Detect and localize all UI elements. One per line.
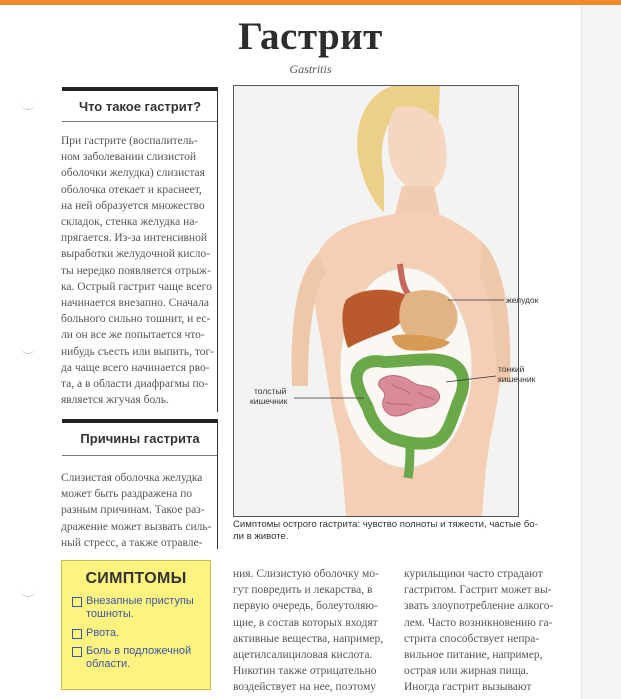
symptom-item xyxy=(72,627,119,640)
page-title: Гастрит xyxy=(238,15,383,58)
text-line: выработки желудочной кисло- xyxy=(61,248,210,261)
section-heading-causes xyxy=(62,419,218,456)
binder-hole-mark xyxy=(20,101,36,110)
text-line: гастритом. Гастрит может вы- xyxy=(404,584,552,597)
top-accent-bar xyxy=(0,0,621,5)
text-line: ацетилсалициловая кислота. xyxy=(233,649,373,662)
column2-body xyxy=(233,566,383,696)
text-line: на ней образуется множество xyxy=(61,199,205,212)
text-line: прягается. Из-за интенсивной xyxy=(61,232,207,245)
symptom-text: Рвота. xyxy=(86,627,120,639)
column-rule xyxy=(217,419,218,549)
text-line: лем. Часто возникновению га- xyxy=(404,616,553,629)
caption-line: Симптомы острого гастрита: чувство полноты и тяжести, частые бо- xyxy=(233,519,538,530)
text-line: та, а в области диафрагмы по- xyxy=(61,378,209,391)
text-line: ли он все же попытается что- xyxy=(61,329,205,342)
text-line: оболочка отекает и краснеет, xyxy=(61,183,202,196)
label-small-intestine: кишечник xyxy=(498,374,536,384)
column-rule xyxy=(217,87,218,412)
symptom-item xyxy=(72,595,194,621)
page-edge xyxy=(581,5,621,699)
text-line: начинается внезапно. Сначала xyxy=(61,297,209,310)
text-line: складок, стенка желудка на- xyxy=(61,216,199,229)
label-large-intestine: толстый xyxy=(254,386,287,396)
text-line: При гастрите (воспалитель- xyxy=(61,135,198,147)
label-large-intestine: кишечник xyxy=(250,396,288,406)
text-line: воздействует на нее, поэтому xyxy=(233,681,376,694)
text-line: стрита способствует непра- xyxy=(404,632,540,645)
text-line: Слизистая оболочка желудка xyxy=(61,472,203,484)
text-line: ка. Острый гастрит чаще всего xyxy=(61,280,212,293)
text-line: ния. Слизистую оболочку мо- xyxy=(233,568,379,580)
text-line: Никотин также отрицательно xyxy=(233,665,377,678)
text-line: больного сильно тошнит, и ес- xyxy=(61,313,211,326)
text-line: активные вещества, например, xyxy=(233,632,384,645)
section-heading-text: Что такое гастрит? xyxy=(78,99,202,114)
text-line: гут повредить и лекарства, в xyxy=(233,584,373,597)
text-line: дражение может вызвать силь- xyxy=(61,520,212,533)
symptom-text: тошноты. xyxy=(86,608,134,620)
section1-body xyxy=(61,133,214,408)
text-line: острая или жирная пища. xyxy=(404,665,529,678)
text-line: может быть раздражена по xyxy=(61,488,193,501)
text-line: оболочки желудка) слизистая xyxy=(61,167,205,180)
section-heading-text: Причины гастрита xyxy=(80,431,200,446)
text-line: ный стресс, а также отравле- xyxy=(61,536,203,549)
text-line: нибудь съесть или выпить, тог- xyxy=(61,345,214,358)
torso-drawing xyxy=(234,86,539,516)
text-line: да чаще всего начинается рво- xyxy=(61,361,210,374)
binder-hole-mark xyxy=(20,588,36,597)
text-line: вильное питание, например, xyxy=(404,649,543,662)
text-line: является жгучая боль. xyxy=(61,394,169,407)
checkbox-icon xyxy=(72,629,82,639)
text-line: ты нередко появляется отрыж- xyxy=(61,264,211,277)
label-small-intestine: тонкий xyxy=(498,364,525,374)
text-line: курильщики часто страдают xyxy=(404,568,543,580)
text-line: разным причинам. Такое раз- xyxy=(61,504,205,517)
anatomy-illustration xyxy=(233,85,539,517)
checkbox-icon xyxy=(72,647,82,657)
figure-caption xyxy=(233,519,578,543)
text-line: первую очередь, болеутоляю- xyxy=(233,600,378,613)
symptom-text: Внезапные приступы xyxy=(86,595,194,607)
section-heading-what-is xyxy=(62,87,218,122)
text-line: щие, в состав которых входят xyxy=(233,616,378,629)
text-line: звать злоупотребление алкого- xyxy=(404,600,554,613)
neck-shape xyxy=(394,186,440,218)
label-stomach: желудок xyxy=(506,295,539,305)
text-line: Иногда гастрит вызывают xyxy=(404,681,532,694)
symptom-text: области. xyxy=(86,658,131,670)
page-subtitle: Gastritis xyxy=(289,62,332,76)
symptoms-box xyxy=(61,560,211,690)
text-line: ном заболевании слизистой xyxy=(61,151,197,164)
column3-body xyxy=(404,566,553,696)
symptoms-title: СИМПТОМЫ xyxy=(85,570,187,587)
checkbox-icon xyxy=(72,597,82,607)
binder-hole-mark xyxy=(20,345,36,354)
section2-body xyxy=(61,470,211,551)
symptom-item xyxy=(72,645,191,671)
rectum-shape xyxy=(408,442,410,478)
caption-line: ли в животе. xyxy=(233,531,289,542)
symptom-text: Боль в подложечной xyxy=(86,645,192,657)
